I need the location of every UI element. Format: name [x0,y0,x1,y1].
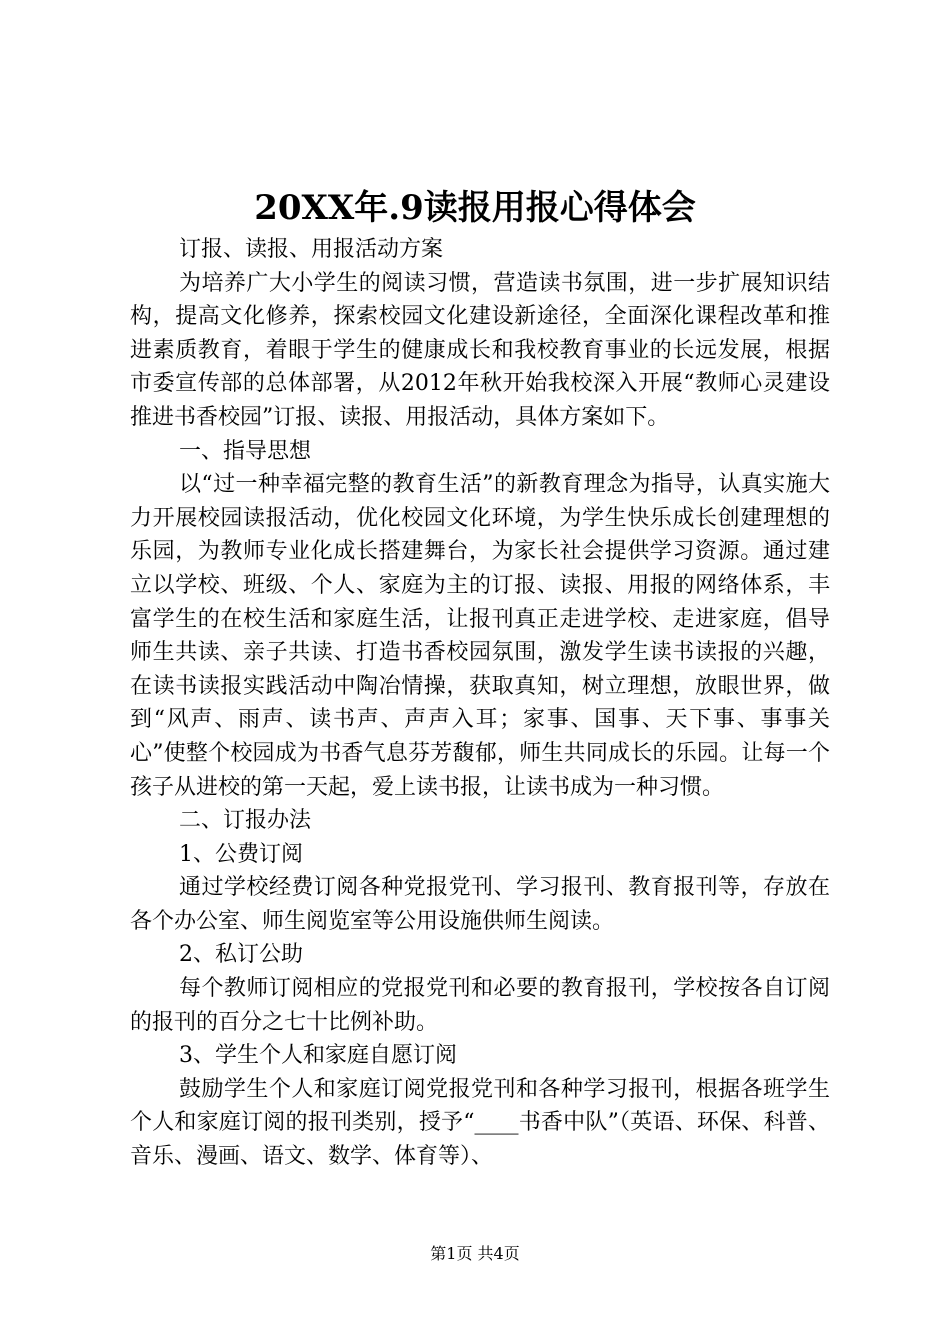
paragraph-plan-heading: 订报、读报、用报活动方案 [179,237,444,262]
subheading-student-subscription: 3、学生个人和家庭自愿订阅 [179,1043,457,1069]
paragraph-intro: 为培养广大小学生的阅读习惯，营造读书氛围，进一步扩展知识结构，提高文化修养，探索校园文化建设新途径，全面深化课程改革和推进素质教育，着眼于学生的健康成长和我校教育事业的长远发展，根据市委宣传部的总体部署，从2012年秋开始我校深入开展“教师心灵建设推进书香校园”订报、读报、用报活动，具体方案如下。 [130,270,830,430]
paragraph-public-subscription: 通过学校经费订阅各种党报党刊、学习报刊、教育报刊等，存放在各个办公室、师生阅览室等公用设施供师生阅读。 [130,875,830,934]
section-heading-subscription-method: 二、订报办法 [179,808,312,834]
paragraph-student-subscription: 鼓励学生个人和家庭订阅党报党刊和各种学习报刊，根据各班学生个人和家庭订阅的报刊类别，授予“____书香中队”（英语、环保、科普、音乐、漫画、语文、数学、体育等）、 [130,1076,830,1170]
paragraph-private-subscription: 每个教师订阅相应的党报党刊和必要的教育报刊，学校按各自订阅的报刊的百分之七十比例补助。 [130,976,830,1035]
paragraph-guiding-thought: 以“过一种幸福完整的教育生活”的新教育理念为指导，认真实施大力开展校园读报活动，优化校园文化环境，为学生快乐成长创建理想的乐园，为教师专业化成长搭建舞台，为家长社会提供学习资源。通过建立以学校、班级、个人、家庭为主的订报、读报、用报的网络体系，丰富学生的在校生活和家庭生活，让报刊真正走进学校、走进家庭，倡导师生共读、亲子共读、打造书香校园氛围，激发学生读书读报的兴趣，在读书读报实践活动中陶冶情操，获取真知，树立理想，放眼世界，做到“风声、雨声、读书声、声声入耳；家事、国事、天下事、事事关心”使整个校园成为书香气息芬芳馥郁，师生共同成长的乐园。让每一个孩子从进校的第一天起，爱上读书报，让读书成为一种习惯。 [130,472,830,800]
section-heading-guiding-thought: 一、指导思想 [179,438,312,464]
subheading-public-subscription: 1、公费订阅 [179,841,303,867]
document-body [130,233,830,1174]
page-footer: 第1页 共4页 [430,1244,520,1263]
document-title: 20XX年.9读报用报心得体会 [254,188,696,228]
subheading-private-subscription: 2、私订公助 [179,942,303,968]
